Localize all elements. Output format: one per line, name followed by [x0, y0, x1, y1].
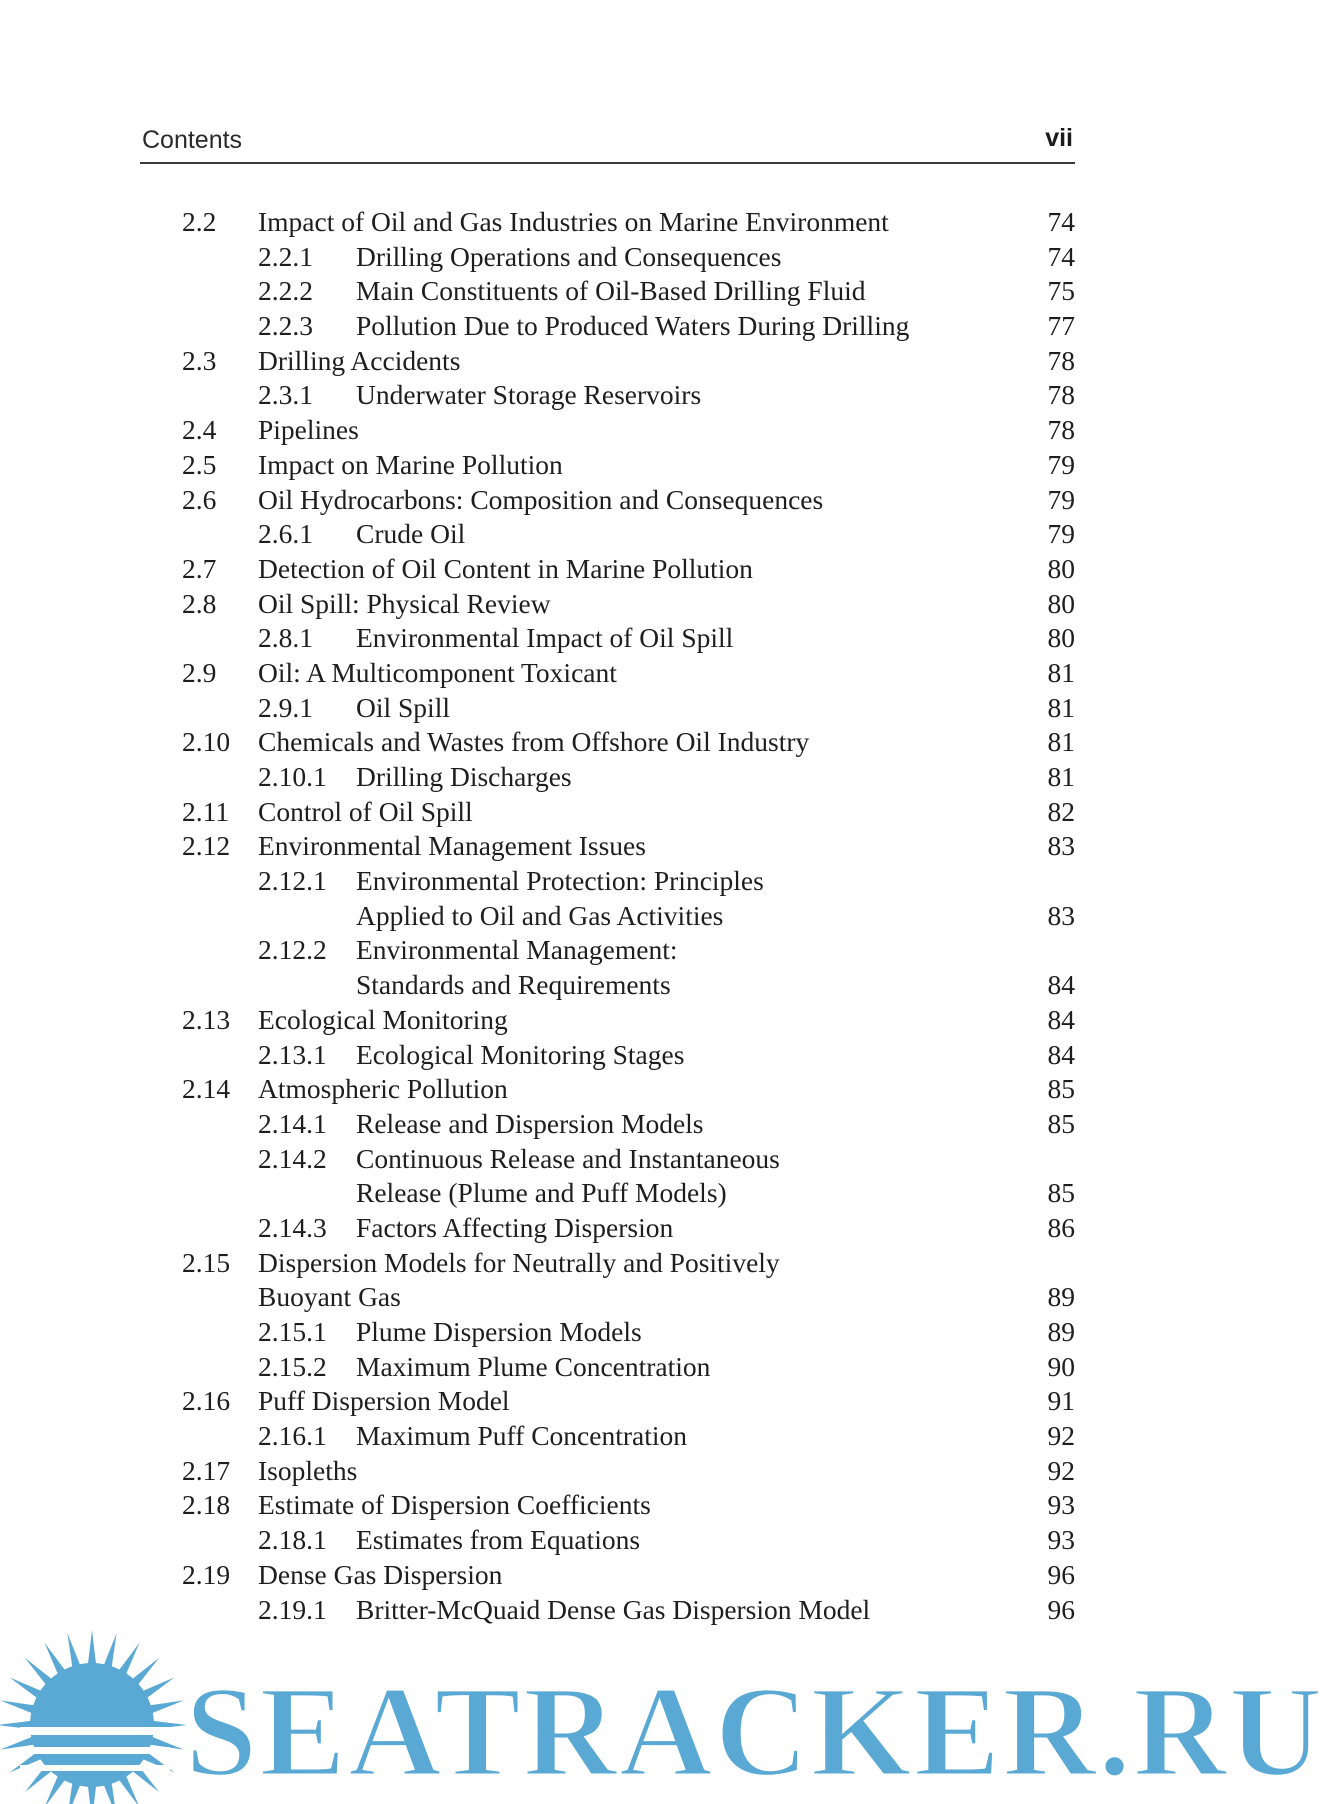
toc-entry [0, 344, 1197, 379]
toc-entry [0, 1211, 1197, 1246]
toc-entry-title: Environmental Management: [356, 934, 678, 966]
toc-entry-number: 2.14.1 [258, 1107, 327, 1139]
toc-entry-title: Oil Spill [356, 691, 450, 723]
toc-entry-number: 2.16.1 [258, 1420, 327, 1452]
toc-entry [0, 829, 1197, 864]
toc-entry-title: Environmental Protection: Principles [356, 865, 764, 897]
toc-entry-page: 81 [1047, 726, 1075, 758]
toc-entry [0, 933, 1197, 968]
toc-entry [0, 656, 1197, 691]
toc-entry-page: 75 [1047, 275, 1075, 307]
header-page-number: vii [1045, 124, 1073, 152]
toc-entry [0, 240, 1197, 275]
toc-entry-number: 2.8.1 [258, 622, 313, 654]
toc-entry-number: 2.15 [182, 1246, 231, 1278]
toc-entry-number: 2.12 [182, 830, 231, 862]
toc-entry-number: 2.10 [182, 726, 231, 758]
toc-entry [0, 274, 1197, 309]
toc-entry-page: 90 [1047, 1350, 1075, 1382]
toc-entry-number: 2.6.1 [258, 518, 313, 550]
sun-ray [67, 1633, 80, 1668]
toc-entry-page: 93 [1047, 1489, 1075, 1521]
toc-entry [0, 621, 1197, 656]
toc-entry-title: Oil Hydrocarbons: Composition and Consequences [258, 483, 824, 515]
toc-entry-page: 81 [1047, 691, 1075, 723]
toc-entry-title: Drilling Accidents [258, 344, 461, 376]
toc-entry-title: Underwater Storage Reservoirs [356, 379, 702, 411]
toc-entry [0, 691, 1197, 726]
header-title: Contents [142, 126, 243, 154]
toc-entry-number: 2.4 [182, 414, 217, 446]
toc-entry-title: Applied to Oil and Gas Activities [356, 899, 724, 931]
toc-entry-page: 86 [1047, 1211, 1075, 1243]
toc-entry [0, 968, 1197, 1003]
toc-entry-number: 2.2.1 [258, 240, 313, 272]
toc-entry-page: 85 [1047, 1177, 1075, 1209]
toc-entry-page: 85 [1047, 1107, 1075, 1139]
toc-entry-page: 92 [1047, 1454, 1075, 1486]
toc-entry-page: 93 [1047, 1524, 1075, 1556]
toc-entry-title: Oil: A Multicomponent Toxicant [258, 656, 617, 688]
toc-entry [0, 1350, 1197, 1385]
toc-entry-title: Environmental Management Issues [258, 830, 646, 862]
toc-entry [0, 448, 1197, 483]
sun-logo-icon [0, 1615, 200, 1804]
toc-entry [0, 1003, 1197, 1038]
toc-entry-title: Pipelines [258, 414, 359, 446]
toc-entry-number: 2.9.1 [258, 691, 313, 723]
toc-entry [0, 864, 1197, 899]
toc-entry-title: Ecological Monitoring [258, 1003, 508, 1035]
toc-entry-title: Pollution Due to Produced Waters During Drilling [356, 310, 910, 342]
toc-entry-title: Buoyant Gas [258, 1281, 401, 1313]
toc-entry-page: 82 [1047, 795, 1075, 827]
toc-entry [0, 1454, 1197, 1489]
toc-entry-title: Britter-McQuaid Dense Gas Dispersion Model [356, 1593, 871, 1625]
toc-entry-number: 2.18.1 [258, 1524, 327, 1556]
toc-entry-page: 83 [1047, 899, 1075, 931]
toc-entry-page: 84 [1047, 1003, 1075, 1035]
toc-entry-number: 2.12.1 [258, 865, 327, 897]
toc-entry-title: Isopleths [258, 1454, 358, 1486]
toc-entry-page: 74 [1047, 206, 1075, 237]
page-header [140, 118, 1075, 164]
toc-entry-title: Atmospheric Pollution [258, 1073, 508, 1105]
toc-entry-title: Detection of Oil Content in Marine Pollution [258, 552, 753, 584]
toc-entry-title: Factors Affecting Dispersion [356, 1211, 674, 1243]
toc-entry-title: Drilling Discharges [356, 761, 572, 792]
toc-entry-title: Main Constituents of Oil-Based Drilling Fluid [356, 275, 866, 307]
toc-entry-page: 84 [1047, 969, 1075, 1001]
toc-entry-number: 2.7 [182, 552, 217, 584]
toc-entry-number: 2.14.3 [258, 1211, 327, 1243]
toc-entry-page: 77 [1047, 310, 1075, 342]
toc-entry-title: Drilling Operations and Consequences [356, 240, 782, 272]
toc-entry [0, 1558, 1197, 1593]
toc-entry-number: 2.11 [182, 795, 230, 827]
toc-entry-page: 83 [1047, 830, 1075, 862]
toc-entry-title: Crude Oil [356, 518, 466, 550]
toc-entry-title: Release (Plume and Puff Models) [356, 1177, 727, 1209]
toc-entry-page: 85 [1047, 1073, 1075, 1105]
sun-ray [10, 1678, 43, 1699]
sun-ray [88, 1785, 96, 1804]
toc-entry [0, 899, 1197, 934]
toc-entry [0, 309, 1197, 344]
toc-entry-page: 74 [1047, 240, 1075, 272]
toc-entry-number: 2.3 [182, 344, 217, 376]
toc-entry-number: 2.9 [182, 656, 217, 688]
toc-entry-page: 96 [1047, 1593, 1075, 1625]
sun-ray [142, 1678, 175, 1699]
sun-ray [0, 1700, 35, 1713]
toc-entry-number: 2.3.1 [258, 379, 313, 411]
toc-entry [0, 413, 1197, 448]
toc-entry-title: Maximum Puff Concentration [356, 1420, 687, 1452]
toc-entry-page: 84 [1047, 1038, 1075, 1070]
toc-entry-title: Release and Dispersion Models [356, 1107, 704, 1139]
toc-entry-page: 81 [1047, 761, 1075, 792]
toc-entry-number: 2.15.1 [258, 1316, 327, 1347]
toc-entry-page: 89 [1047, 1281, 1075, 1313]
toc-entry-page: 78 [1047, 344, 1075, 376]
toc-entry-number: 2.13.1 [258, 1038, 327, 1070]
toc-entry-title: Control of Oil Spill [258, 795, 473, 827]
sun-ray [45, 1643, 66, 1676]
toc-entry-page: 96 [1047, 1558, 1075, 1590]
toc-entry-number: 2.18 [182, 1489, 231, 1521]
toc-entry-page: 79 [1047, 518, 1075, 550]
toc-entry-number: 2.17 [182, 1454, 231, 1486]
watermark [0, 1615, 1325, 1804]
toc-entry [0, 1384, 1197, 1419]
sun-ray [118, 1643, 139, 1676]
toc-entry-page: 92 [1047, 1420, 1075, 1452]
toc-entry-number: 2.8 [182, 587, 217, 619]
toc-entry [0, 205, 1197, 240]
toc-entry-page: 89 [1047, 1316, 1075, 1347]
toc-entry-page: 78 [1047, 379, 1075, 411]
toc-entry-number: 2.16 [182, 1385, 231, 1417]
toc-entry [0, 1038, 1197, 1073]
toc-entry-title: Chemicals and Wastes from Offshore Oil Industry [258, 726, 810, 758]
toc-entry [0, 1107, 1197, 1142]
toc-entry-page: 78 [1047, 414, 1075, 446]
toc-entry-page: 79 [1047, 483, 1075, 515]
toc-entry-title: Impact on Marine Pollution [258, 448, 563, 480]
toc-entry [0, 760, 1197, 795]
toc-entry [0, 552, 1197, 587]
toc-entry-title: Impact of Oil and Gas Industries on Marine Environment [258, 206, 889, 237]
toc-entry-title: Ecological Monitoring Stages [356, 1038, 685, 1070]
toc-entry [0, 587, 1197, 622]
toc-entry-title: Oil Spill: Physical Review [258, 587, 551, 619]
watermark-text: SEATRACKER.RU [185, 1660, 1325, 1804]
toc-entry-page: 80 [1047, 622, 1075, 654]
toc-entry-number: 2.19 [182, 1558, 231, 1590]
toc-entry [0, 725, 1197, 760]
toc-entry-title: Dense Gas Dispersion [258, 1558, 503, 1590]
toc-entry [0, 1488, 1197, 1523]
toc-entry-number: 2.2 [182, 206, 217, 237]
sun-ray [103, 1633, 116, 1668]
toc-entry [0, 1419, 1197, 1454]
sun-ray [88, 1630, 96, 1665]
toc-entry-title: Environmental Impact of Oil Spill [356, 622, 734, 654]
sun-ray [149, 1700, 184, 1713]
toc-entry [0, 1176, 1197, 1211]
toc-entry-title: Plume Dispersion Models [356, 1316, 642, 1347]
toc-entry [0, 483, 1197, 518]
toc-entry [0, 1523, 1197, 1558]
toc-entry-number: 2.10.1 [258, 761, 327, 792]
toc-entry-page: 80 [1047, 552, 1075, 584]
toc-entry-title: Standards and Requirements [356, 969, 671, 1001]
toc-entry [0, 1315, 1197, 1350]
table-of-contents [0, 205, 1197, 1627]
toc-entry-number: 2.12.2 [258, 934, 327, 966]
toc-entry-title: Puff Dispersion Model [258, 1385, 510, 1417]
toc-entry-number: 2.2.2 [258, 275, 313, 307]
toc-entry-title: Dispersion Models for Neutrally and Positively [258, 1246, 780, 1278]
toc-entry [0, 517, 1197, 552]
toc-entry-number: 2.14 [182, 1073, 231, 1105]
toc-entry [0, 1072, 1197, 1107]
toc-entry-number: 2.2.3 [258, 310, 313, 342]
toc-entry-number: 2.15.2 [258, 1350, 327, 1382]
toc-entry-title: Estimates from Equations [356, 1524, 641, 1556]
toc-entry-number: 2.19.1 [258, 1593, 327, 1625]
toc-entry [0, 378, 1197, 413]
toc-entry [0, 1280, 1197, 1315]
toc-entry-page: 91 [1047, 1385, 1075, 1417]
toc-entry-title: Maximum Plume Concentration [356, 1350, 711, 1382]
toc-entry [0, 795, 1197, 830]
toc-entry-page: 79 [1047, 448, 1075, 480]
toc-entry-page: 81 [1047, 656, 1075, 688]
toc-entry [0, 1246, 1197, 1281]
toc-entry [0, 1142, 1197, 1177]
toc-entry-number: 2.6 [182, 483, 217, 515]
toc-entry-title: Continuous Release and Instantaneous [356, 1142, 780, 1174]
toc-entry-title: Estimate of Dispersion Coefficients [258, 1489, 651, 1521]
toc-entry-number: 2.5 [182, 448, 217, 480]
toc-entry-number: 2.14.2 [258, 1142, 327, 1174]
toc-entry-page: 80 [1047, 587, 1075, 619]
toc-entry-number: 2.13 [182, 1003, 231, 1035]
